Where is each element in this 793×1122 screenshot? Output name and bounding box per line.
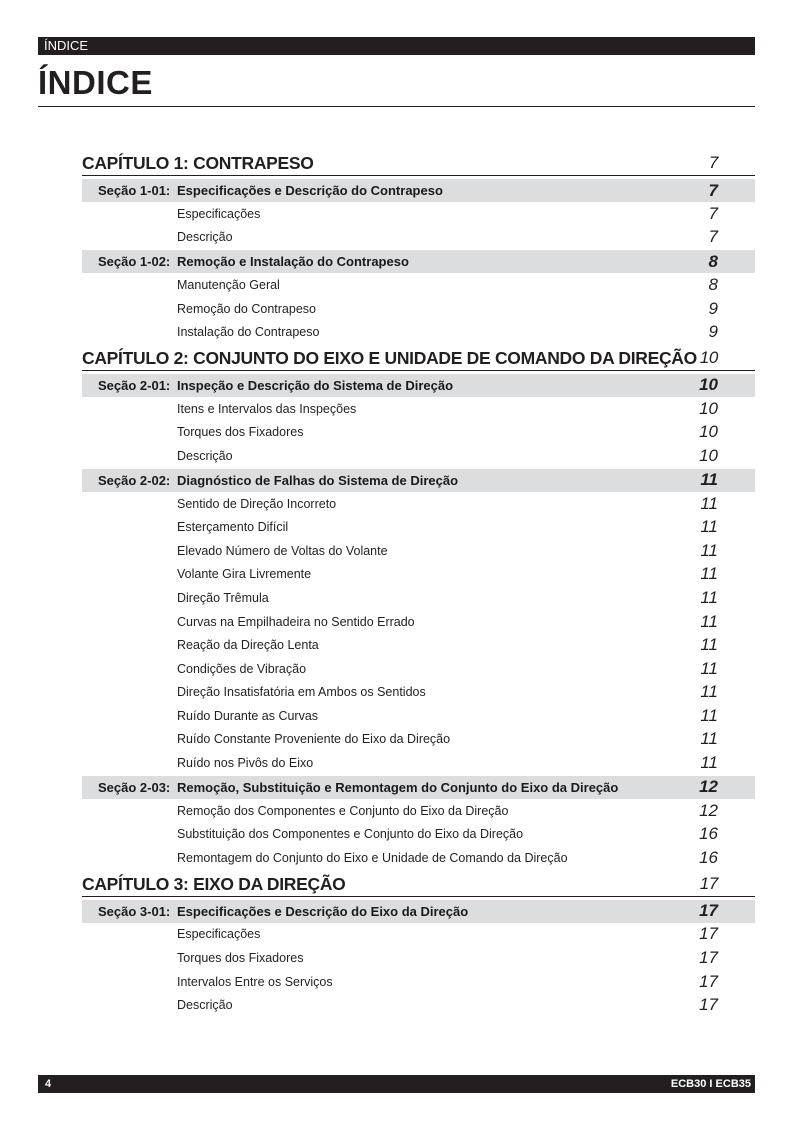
- toc-section-number: Seção 1-02:: [98, 254, 171, 270]
- toc-item-row[interactable]: [82, 657, 755, 681]
- toc-section-number: Seção 3-01:: [98, 903, 171, 919]
- toc-item-label: Especificações: [177, 206, 261, 221]
- toc-section-label: Remoção e Instalação do Contrapeso: [177, 254, 409, 270]
- toc-item-label: Remoção dos Componentes e Conjunto do Eixo da Direção: [177, 803, 509, 818]
- toc-item-label: Remontagem do Conjunto do Eixo e Unidade de Comando da Direção: [177, 850, 568, 865]
- toc-page-number: 10: [699, 347, 718, 367]
- toc-page-number: 11: [700, 753, 718, 773]
- toc-item-row[interactable]: [82, 202, 755, 226]
- toc-item-row[interactable]: [82, 681, 755, 705]
- toc-item-label: Intervalos Entre os Serviços: [177, 974, 333, 989]
- toc-item-row[interactable]: [82, 320, 755, 344]
- toc-item-row[interactable]: [82, 970, 755, 994]
- toc-section-row[interactable]: [82, 776, 755, 799]
- toc-item-label: Ruído nos Pivôs do Eixo: [177, 756, 314, 771]
- toc-page-number: 12: [699, 800, 718, 820]
- toc-item-row[interactable]: [82, 297, 755, 321]
- footer-page-number: 4: [45, 1078, 52, 1090]
- toc-item-label: Ruído Constante Proveniente do Eixo da Direção: [177, 732, 451, 747]
- toc-page-number: 7: [708, 203, 718, 223]
- toc-section-label: Diagnóstico de Falhas do Sistema de Direção: [177, 472, 459, 488]
- table-of-contents: [82, 152, 755, 1017]
- toc-item-label: Ruído Durante as Curvas: [177, 708, 319, 723]
- toc-item-label: Especificações: [177, 927, 261, 942]
- toc-section-row[interactable]: [82, 374, 755, 397]
- toc-item-label: Direção Insatisfatória em Ambos os Sentidos: [177, 685, 426, 700]
- toc-item-label: Manutenção Geral: [177, 277, 280, 292]
- toc-item-label: Descrição: [177, 448, 233, 463]
- toc-page-number: 10: [699, 445, 718, 465]
- toc-section-row[interactable]: [82, 250, 755, 273]
- toc-item-row[interactable]: [82, 633, 755, 657]
- toc-item-row[interactable]: [82, 822, 755, 846]
- toc-section-label: Especificações e Descrição do Contrapeso: [177, 183, 443, 198]
- toc-item-row[interactable]: [82, 704, 755, 728]
- toc-item-label: Curvas na Empilhadeira no Sentido Errado: [177, 614, 415, 629]
- toc-page-number: 10: [699, 375, 718, 395]
- header-section-bar: [38, 37, 755, 55]
- toc-page-number: 11: [700, 587, 718, 607]
- toc-item-row[interactable]: [82, 846, 755, 870]
- toc-page-number: 17: [699, 901, 718, 921]
- toc-section-number: Seção 2-02:: [98, 472, 171, 488]
- toc-page-number: 11: [700, 470, 718, 490]
- toc-chapter-row[interactable]: [82, 152, 755, 176]
- toc-item-label: Condições de Vibração: [177, 661, 307, 676]
- toc-item-label: Remoção do Contrapeso: [177, 301, 316, 316]
- toc-page-number: 17: [699, 924, 718, 944]
- toc-page-number: 7: [708, 227, 718, 247]
- header-section-label: ÍNDICE: [44, 38, 89, 53]
- toc-item-label: Torques dos Fixadores: [177, 951, 304, 966]
- toc-item-row[interactable]: [82, 586, 755, 610]
- toc-item-row[interactable]: [82, 728, 755, 752]
- toc-item-label: Reação da Direção Lenta: [177, 638, 319, 653]
- toc-page-number: 11: [700, 705, 718, 725]
- toc-item-label: Direção Trêmula: [177, 590, 269, 605]
- toc-item-row[interactable]: [82, 273, 755, 297]
- toc-item-label: Esterçamento Difícil: [177, 520, 289, 535]
- toc-item-row[interactable]: [82, 946, 755, 970]
- toc-item-row[interactable]: [82, 993, 755, 1017]
- toc-item-row[interactable]: [82, 563, 755, 587]
- toc-item-row[interactable]: [82, 397, 755, 421]
- toc-page-number: 9: [708, 298, 718, 318]
- toc-item-label: Substituição dos Componentes e Conjunto do Eixo da Direção: [177, 827, 524, 842]
- toc-item-label: Itens e Intervalos das Inspeções: [177, 401, 357, 416]
- toc-page-number: 11: [700, 729, 718, 749]
- toc-page-number: 11: [700, 493, 718, 513]
- title-divider: [38, 106, 755, 107]
- toc-page-number: 11: [700, 611, 718, 631]
- toc-item-label: Sentido de Direção Incorreto: [177, 496, 337, 511]
- toc-page-number: 9: [708, 322, 718, 342]
- toc-section-row[interactable]: [82, 469, 755, 492]
- toc-page-number: 11: [700, 540, 718, 560]
- toc-section-label: Remoção, Substituição e Remontagem do Conjunto do Eixo da Direção: [177, 779, 619, 795]
- toc-chapter-label: CAPÍTULO 3: EIXO DA DIREÇÃO: [82, 873, 346, 894]
- toc-item-label: Elevado Número de Voltas do Volante: [177, 543, 388, 558]
- toc-page-number: 10: [699, 398, 718, 418]
- toc-page-number: 11: [700, 658, 718, 678]
- toc-section-row[interactable]: [82, 900, 755, 923]
- toc-section-row[interactable]: [82, 179, 755, 202]
- toc-section-label: Inspeção e Descrição do Sistema de Direção: [177, 377, 454, 393]
- toc-section-number: Seção 2-01:: [98, 377, 171, 393]
- toc-page-number: 17: [699, 971, 718, 991]
- toc-item-label: Descrição: [177, 998, 233, 1013]
- toc-item-label: Instalação do Contrapeso: [177, 325, 320, 340]
- toc-page-number: 8: [708, 251, 718, 271]
- toc-item-row[interactable]: [82, 539, 755, 563]
- toc-page-number: 17: [699, 995, 718, 1015]
- toc-page-number: 12: [699, 777, 718, 797]
- toc-page-number: 8: [708, 274, 718, 294]
- toc-section-label: Especificações e Descrição do Eixo da Direção: [177, 903, 469, 919]
- toc-chapter-label: CAPÍTULO 2: CONJUNTO DO EIXO E UNIDADE DE COMANDO DA DIREÇÃO: [82, 347, 697, 368]
- toc-item-row[interactable]: [82, 799, 755, 823]
- toc-section-number: Seção 2-03:: [98, 779, 171, 795]
- toc-item-row[interactable]: [82, 923, 755, 947]
- toc-item-row[interactable]: [82, 421, 755, 445]
- toc-page-number: 7: [708, 180, 718, 200]
- toc-item-row[interactable]: [82, 515, 755, 539]
- toc-page-number: 11: [700, 564, 718, 584]
- toc-item-label: Torques dos Fixadores: [177, 425, 304, 440]
- page-title: ÍNDICE: [38, 64, 153, 101]
- toc-item-label: Volante Gira Livremente: [177, 567, 312, 582]
- toc-chapter-label: CAPÍTULO 1: CONTRAPESO: [82, 153, 314, 173]
- footer-bar: [38, 1075, 755, 1093]
- toc-item-row[interactable]: [82, 610, 755, 634]
- toc-page-number: 11: [700, 517, 718, 537]
- footer-model: ECB30 I ECB35: [670, 1078, 751, 1090]
- toc-chapter-row[interactable]: [82, 873, 755, 897]
- toc-page-number: 17: [699, 873, 718, 893]
- toc-page-number: 11: [700, 682, 718, 702]
- toc-page-number: 17: [699, 948, 718, 968]
- toc-page-number: 16: [699, 847, 718, 867]
- toc-item-row[interactable]: [82, 444, 755, 468]
- toc-item-row[interactable]: [82, 751, 755, 775]
- toc-page-number: 7: [708, 153, 718, 172]
- toc-item-row[interactable]: [82, 226, 755, 250]
- toc-page-number: 16: [699, 824, 718, 844]
- toc-page-number: 10: [699, 422, 718, 442]
- toc-item-label: Descrição: [177, 230, 233, 245]
- toc-page-number: 11: [700, 635, 718, 655]
- toc-chapter-row[interactable]: [82, 347, 755, 371]
- toc-item-row[interactable]: [82, 492, 755, 516]
- toc-section-number: Seção 1-01:: [98, 183, 171, 198]
